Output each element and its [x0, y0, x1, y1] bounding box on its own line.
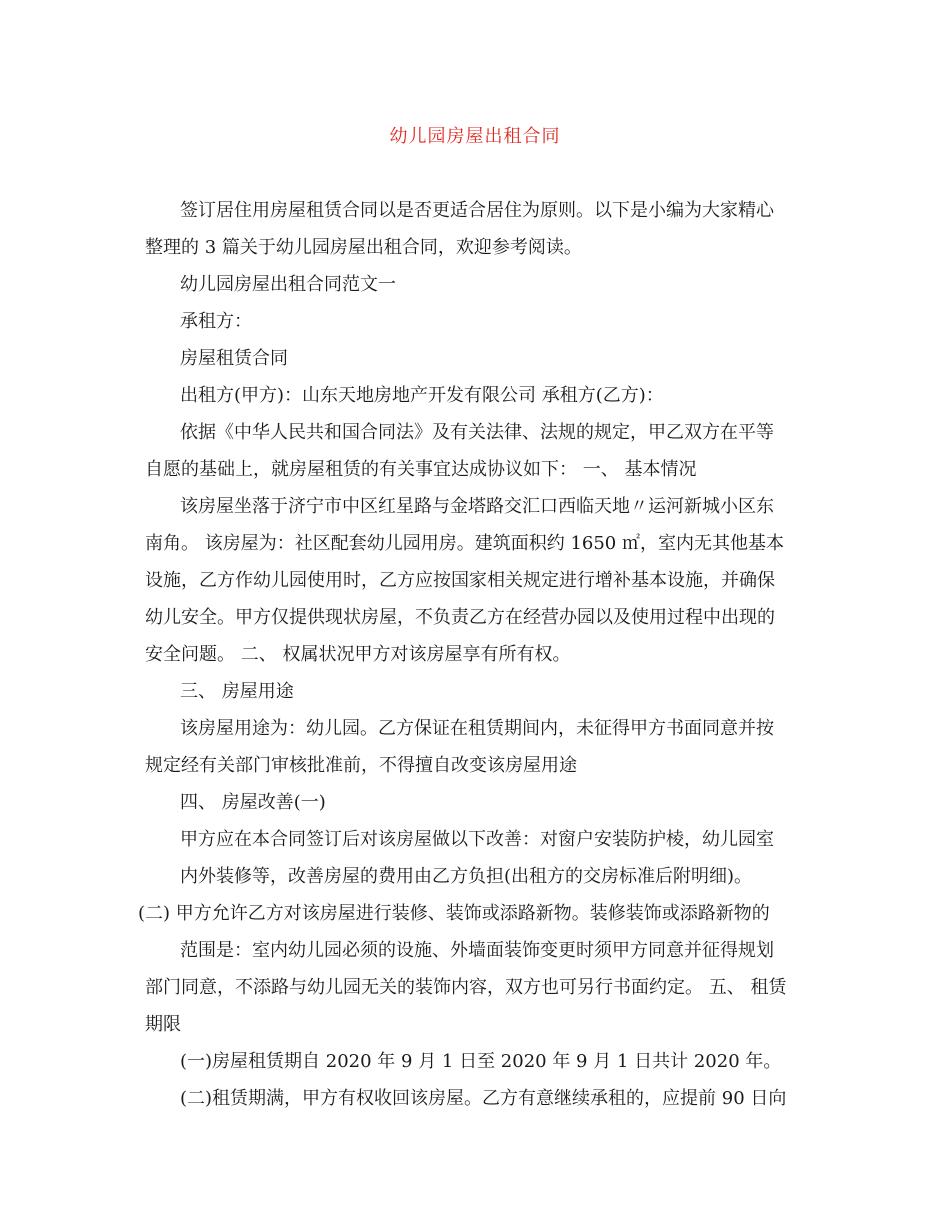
paragraph-line: (二) 甲方允许乙方对该房屋进行装修、装饰或添路新物。装修装饰或添路新物的 — [138, 903, 770, 924]
paragraph-line: 幼儿安全。甲方仅提供现状房屋，不负责乙方在经营办园以及使用过程中出现的 — [145, 607, 775, 628]
paragraph-line: 安全问题。 二、 权属状况甲方对该房屋享有所有权。 — [145, 644, 571, 665]
document-title: 幼儿园房屋出租合同 — [389, 126, 561, 147]
paragraph-line: 内外装修等，改善房屋的费用由乙方负担(出租方的交房标准后附明细)。 — [180, 866, 753, 887]
paragraph-line: 期限 — [145, 1014, 181, 1035]
paragraph-line: 签订居住用房屋租赁合同以是否更适合居住为原则。以下是小编为大家精心 — [180, 200, 774, 221]
paragraph-line: 该房屋用途为：幼儿园。乙方保证在租赁期间内，未征得甲方书面同意并按 — [180, 718, 774, 739]
paragraph-line: 该房屋坐落于济宁市中区红星路与金塔路交汇口西临天地〃运河新城小区东 — [180, 496, 774, 517]
paragraph-line: 部门同意，不添路与幼儿园无关的装饰内容，双方也可另行书面约定。 五、 租赁 — [145, 977, 787, 998]
paragraph-line: 设施，乙方作幼儿园使用时，乙方应按国家相关规定进行增补基本设施，并确保 — [145, 570, 775, 591]
paragraph-line: (二)租赁期满，甲方有权收回该房屋。乙方有意继续承租的，应提前 90 日向 — [180, 1088, 787, 1109]
paragraph-line: 甲方应在本合同签订后对该房屋做以下改善：对窗户安装防护棱，幼儿园室 — [180, 829, 774, 850]
paragraph-line: 承租方： — [180, 311, 252, 332]
paragraph-line: 规定经有关部门审核批准前，不得擅自改变该房屋用途 — [145, 755, 577, 776]
paragraph-line: 南角。 该房屋为：社区配套幼儿园用房。建筑面积约 1650 ㎡，室内无其他基本 — [145, 533, 784, 554]
paragraph-line: 三、 房屋用途 — [180, 681, 294, 702]
paragraph-line: 四、 房屋改善(一) — [180, 792, 326, 813]
paragraph-line: (一)房屋租赁期自 2020 年 9 月 1 日至 2020 年 9 月 1 日共计 2020 年。 — [180, 1051, 782, 1072]
paragraph-line: 整理的 3 篇关于幼儿园房屋出租合同，欢迎参考阅读。 — [145, 237, 582, 258]
paragraph-line: 范围是：室内幼儿园必须的设施、外墙面装饰变更时须甲方同意并征得规划 — [180, 940, 774, 961]
paragraph-line: 依据《中华人民共和国合同法》及有关法律、法规的规定，甲乙双方在平等 — [180, 422, 774, 443]
section-heading: 幼儿园房屋出租合同范文一 — [180, 274, 396, 295]
paragraph-line: 房屋租赁合同 — [180, 348, 288, 369]
paragraph-line: 自愿的基础上，就房屋租赁的有关事宜达成协议如下： 一、 基本情况 — [145, 459, 697, 480]
paragraph-line: 出租方(甲方)：山东天地房地产开发有限公司 承租方(乙方)： — [180, 385, 664, 406]
